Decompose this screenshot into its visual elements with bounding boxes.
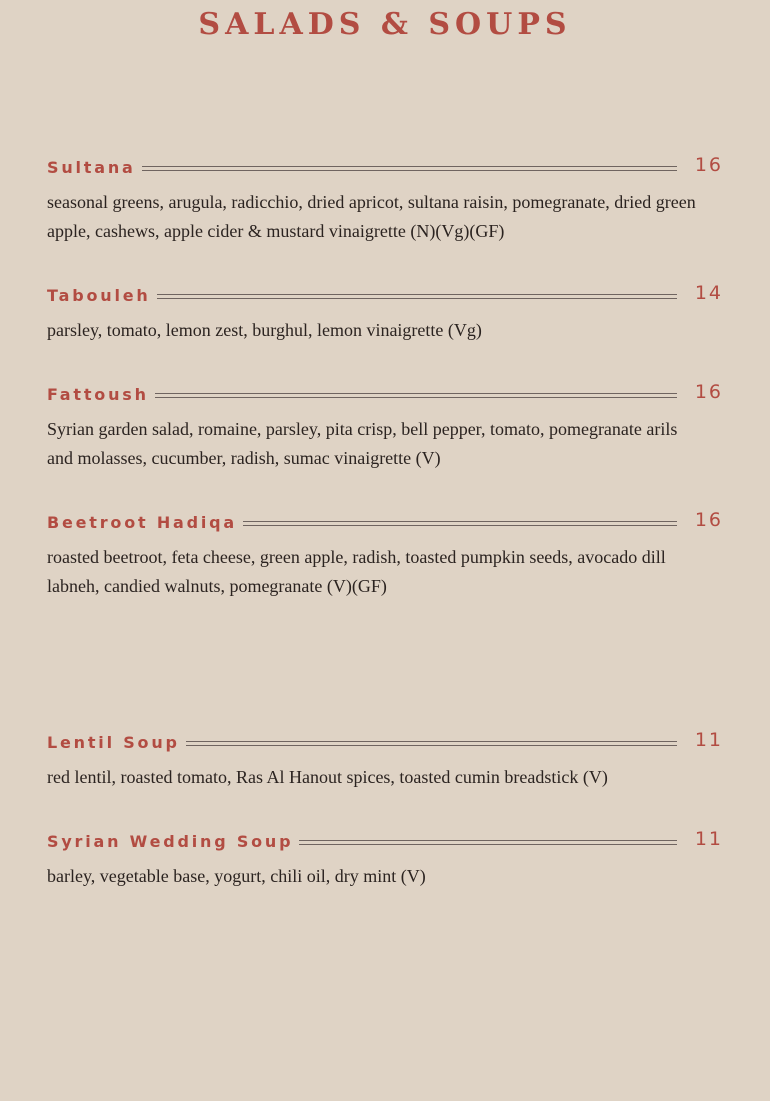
menu-item-name: Syrian Wedding Soup (47, 831, 294, 851)
menu-item-name: Lentil Soup (47, 732, 180, 752)
dotted-leader-rule (243, 521, 677, 526)
menu-item-price: 16 (694, 509, 723, 531)
menu-item-description: barley, vegetable base, yogurt, chili oil, dry mint (V) (47, 866, 426, 886)
menu-item-price: 16 (694, 381, 723, 403)
menu-item-name: Tabouleh (47, 285, 151, 305)
menu-item-description: red lentil, roasted tomato, Ras Al Hanout spices, toasted cumin breadstick (V) (47, 767, 608, 787)
menu-item-header (47, 829, 723, 853)
menu-item-beetroot-hadiqa (47, 510, 723, 601)
next-section-heading-cutoff (0, 1089, 770, 1101)
menu-item-header (47, 283, 723, 307)
menu-item-price: 11 (694, 729, 723, 751)
menu-item-fattoush (47, 382, 723, 473)
menu-item-header (47, 155, 723, 179)
menu-item-header (47, 510, 723, 534)
dotted-leader-rule (157, 294, 677, 299)
menu-item-name: Fattoush (47, 384, 149, 404)
menu-item-description: roasted beetroot, feta cheese, green apple, radish, toasted pumpkin seeds, avocado dill labneh, candied walnuts, pomegranate (V)(GF) (47, 547, 666, 596)
menu-item-name: Sultana (47, 157, 136, 177)
menu-item-price: 11 (694, 828, 723, 850)
page-title: SALADS & SOUPS (198, 7, 572, 42)
menu-item-description: seasonal greens, arugula, radicchio, dried apricot, sultana raisin, pomegranate, dried green apple, cashews, apple cider & mustard vinaigrette (N)(Vg)(GF) (47, 192, 696, 241)
dotted-leader-rule (142, 166, 677, 171)
dotted-leader-rule (186, 741, 677, 746)
menu-item-price: 14 (694, 282, 723, 304)
menu-item-tabouleh (47, 283, 723, 345)
menu-item-description: Syrian garden salad, romaine, parsley, pita crisp, bell pepper, tomato, pomegranate arils and molasses, cucumber, radish, sumac vinaigrette (V) (47, 419, 678, 468)
dotted-leader-rule (299, 840, 676, 845)
menu-item-price: 16 (694, 154, 723, 176)
menu-item-description: parsley, tomato, lemon zest, burghul, lemon vinaigrette (Vg) (47, 320, 482, 340)
menu-item-name: Beetroot Hadiqa (47, 512, 238, 532)
menu-item-lentil-soup (47, 730, 723, 792)
menu-item-header (47, 730, 723, 754)
menu-item-syrian-wedding-soup (47, 829, 723, 891)
menu-item-header (47, 382, 723, 406)
menu-item-sultana (47, 155, 723, 246)
dotted-leader-rule (155, 393, 677, 398)
